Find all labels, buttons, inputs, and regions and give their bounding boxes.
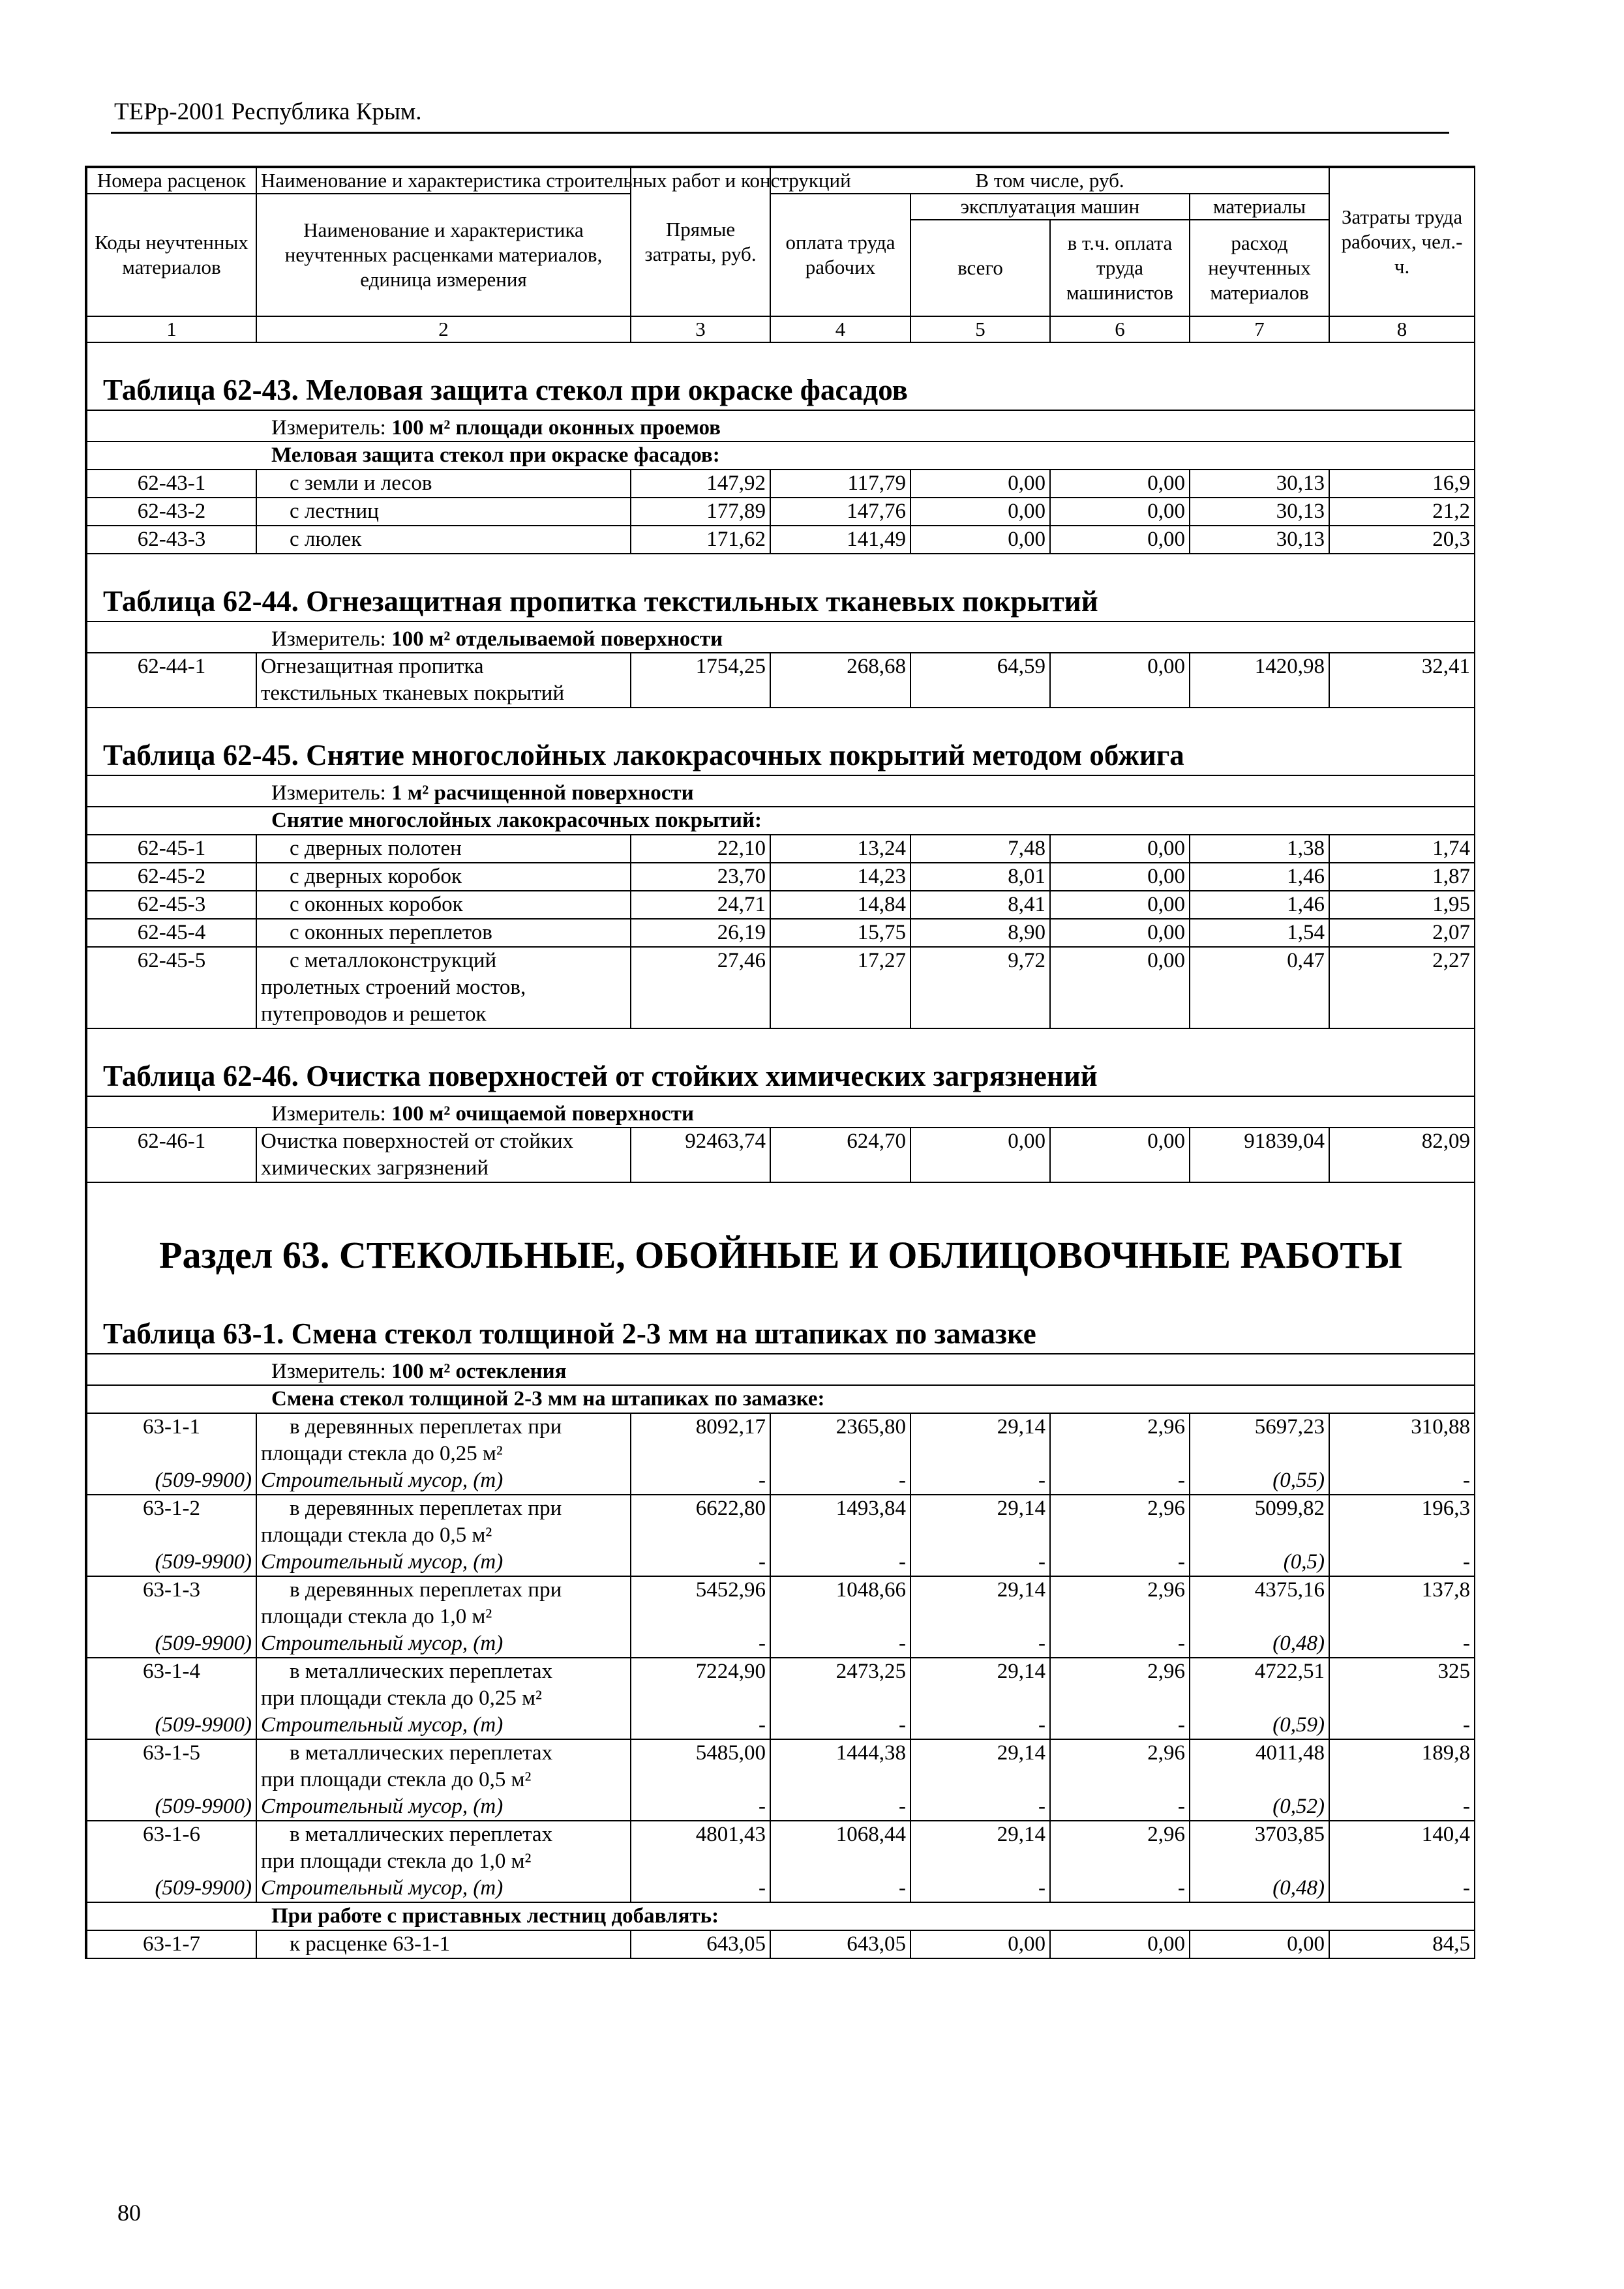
material-value-cell: - [1050, 1793, 1190, 1821]
value-cell: 2,96 [1050, 1413, 1190, 1467]
value-cell: 2,96 [1050, 1739, 1190, 1793]
material-code: (509-9900) [87, 1793, 256, 1821]
rate-code: 62-44-1 [87, 653, 256, 708]
group-heading: Смена стекол толщиной 2-3 мм на штапиках по замазке: [87, 1385, 1475, 1413]
rate-code: 62-43-2 [87, 498, 256, 526]
col-num: 4 [770, 316, 910, 342]
rate-code: 62-45-2 [87, 863, 256, 891]
value-cell: 2365,80 [770, 1413, 910, 1467]
value-cell: 0,00 [1050, 526, 1190, 554]
unit-value: 100 м² остекления [391, 1360, 567, 1383]
value-cell: 29,14 [910, 1821, 1050, 1875]
value-cell: 1444,38 [770, 1739, 910, 1793]
unit-label: Измеритель: [271, 1102, 386, 1126]
value-cell: 0,00 [910, 498, 1050, 526]
rate-code: 62-45-5 [87, 947, 256, 1028]
value-cell: 5452,96 [631, 1576, 770, 1630]
rate-name-line: площади стекла до 0,25 м² [261, 1442, 503, 1465]
rate-name [256, 1576, 631, 1630]
value-cell: 0,00 [910, 1128, 1050, 1182]
value-cell: 20,3 [1329, 526, 1475, 554]
value-cell: 147,76 [770, 498, 910, 526]
table-row [87, 1128, 1475, 1182]
value-cell: 0,00 [1050, 470, 1190, 498]
value-cell: 643,05 [631, 1930, 770, 1958]
col-machines-header: эксплуатация машин [910, 194, 1190, 220]
value-cell: 2473,25 [770, 1658, 910, 1712]
unit-label: Измеритель: [271, 781, 386, 805]
value-cell: 14,84 [770, 891, 910, 919]
value-cell: 5697,23 [1190, 1413, 1329, 1467]
table-row [87, 653, 1475, 708]
material-code: (509-9900) [87, 1549, 256, 1576]
table-row [87, 470, 1475, 498]
table-row [87, 919, 1475, 947]
rate-name [256, 1495, 631, 1549]
value-cell: 8,41 [910, 891, 1050, 919]
header-rule [111, 132, 1449, 134]
material-value-cell: - [1329, 1549, 1475, 1576]
rate-code: 62-45-1 [87, 835, 256, 863]
rate-name [256, 1128, 631, 1182]
rate-name-line: пролетных строений мостов, [261, 976, 526, 999]
material-value-cell: - [1050, 1467, 1190, 1495]
material-value-cell: - [910, 1467, 1050, 1495]
col-machines-total-header: всего [910, 220, 1050, 316]
rate-code: 62-43-1 [87, 470, 256, 498]
value-cell: 1420,98 [1190, 653, 1329, 708]
value-cell: 0,00 [1050, 891, 1190, 919]
rate-name-line: при площади стекла до 0,25 м² [261, 1686, 542, 1710]
col-num: 7 [1190, 316, 1329, 342]
material-name: Строительный мусор, (т) [256, 1875, 631, 1902]
value-cell: 0,00 [1050, 1930, 1190, 1958]
rate-code: 63-1-4 [87, 1658, 256, 1712]
col-machines-operator-header: в т.ч. оплата труда машинистов [1050, 220, 1190, 316]
rate-name [256, 1821, 631, 1875]
value-cell: 17,27 [770, 947, 910, 1028]
rate-name-line: с металлоконструкций [290, 949, 497, 972]
value-cell: 8,90 [910, 919, 1050, 947]
value-cell: 4011,48 [1190, 1739, 1329, 1793]
col-in-total-header: В том числе, руб. [770, 168, 1329, 194]
value-cell: 4801,43 [631, 1821, 770, 1875]
material-value-cell: - [1050, 1630, 1190, 1658]
material-row [87, 1549, 1475, 1576]
col-num: 8 [1329, 316, 1475, 342]
table-unit [87, 1096, 1475, 1128]
value-cell: 4375,16 [1190, 1576, 1329, 1630]
material-value-cell: - [631, 1875, 770, 1902]
value-cell: 29,14 [910, 1576, 1050, 1630]
rate-name [256, 1413, 631, 1467]
value-cell: 84,5 [1329, 1930, 1475, 1958]
material-row [87, 1712, 1475, 1739]
table-row [87, 835, 1475, 863]
material-value-cell: - [770, 1630, 910, 1658]
group-heading: Меловая защита стекол при окраске фасадов: [87, 441, 1475, 470]
rate-name-line: в металлических переплетах [290, 1823, 553, 1846]
value-cell: 14,23 [770, 863, 910, 891]
value-cell: 141,49 [770, 526, 910, 554]
material-row [87, 1793, 1475, 1821]
material-name: Строительный мусор, (т) [256, 1712, 631, 1739]
value-cell: 2,96 [1050, 1658, 1190, 1712]
value-cell: 171,62 [631, 526, 770, 554]
rate-name-line: в металлических переплетах [290, 1660, 553, 1683]
table-row [87, 1576, 1475, 1630]
rate-code: 63-1-2 [87, 1495, 256, 1549]
material-name: Строительный мусор, (т) [256, 1793, 631, 1821]
value-cell: 2,96 [1050, 1576, 1190, 1630]
rates-document [85, 166, 1475, 1959]
value-cell: 2,07 [1329, 919, 1475, 947]
value-cell: 3703,85 [1190, 1821, 1329, 1875]
material-value-cell: - [1329, 1630, 1475, 1658]
value-cell: 137,8 [1329, 1576, 1475, 1630]
value-cell: 5485,00 [631, 1739, 770, 1793]
col-num: 3 [631, 316, 770, 342]
material-name: Строительный мусор, (т) [256, 1549, 631, 1576]
unit-label: Измеритель: [271, 1360, 386, 1383]
material-value-cell: - [631, 1467, 770, 1495]
value-cell: 30,13 [1190, 526, 1329, 554]
rate-code: 63-1-1 [87, 1413, 256, 1467]
value-cell: 177,89 [631, 498, 770, 526]
value-cell: 1,38 [1190, 835, 1329, 863]
col-num: 1 [87, 316, 256, 342]
rate-name-line: в деревянных переплетах при [290, 1497, 562, 1520]
unit-value: 100 м² очищаемой поверхности [391, 1102, 694, 1126]
value-cell: 6622,80 [631, 1495, 770, 1549]
rate-name: к расценке 63-1-1 [256, 1930, 631, 1958]
value-cell: 0,00 [1190, 1930, 1329, 1958]
value-cell: 26,19 [631, 919, 770, 947]
value-cell: 0,00 [910, 526, 1050, 554]
col-labor-header: оплата труда рабочих [770, 194, 910, 316]
material-value-cell: - [631, 1712, 770, 1739]
value-cell: 24,71 [631, 891, 770, 919]
rate-code: 62-45-4 [87, 919, 256, 947]
rate-name-line: площади стекла до 0,5 м² [261, 1523, 492, 1547]
value-cell: 196,3 [1329, 1495, 1475, 1549]
value-cell: 643,05 [770, 1930, 910, 1958]
value-cell: 29,14 [910, 1413, 1050, 1467]
value-cell: 4722,51 [1190, 1658, 1329, 1712]
col-num: 5 [910, 316, 1050, 342]
rate-name [256, 947, 631, 1028]
material-code: (509-9900) [87, 1630, 256, 1658]
value-cell: 189,8 [1329, 1739, 1475, 1793]
rate-code: 62-45-3 [87, 891, 256, 919]
table-row [87, 1821, 1475, 1875]
material-value-cell: - [910, 1793, 1050, 1821]
rate-code: 63-1-5 [87, 1739, 256, 1793]
unit-value: 100 м² отделываемой поверхности [391, 627, 723, 651]
material-value-cell: - [770, 1875, 910, 1902]
material-value-cell: (0,48) [1190, 1875, 1329, 1902]
rate-name: с люлек [256, 526, 631, 554]
col-codes-header: Номера расценок [87, 168, 256, 194]
col-name-unacc-header: Наименование и характеристика неучтенных расценками материалов, единица измерения [256, 194, 631, 316]
rate-name-line: текстильных тканевых покрытий [261, 681, 565, 705]
value-cell: 21,2 [1329, 498, 1475, 526]
col-materials-header: материалы [1190, 194, 1329, 220]
table-row [87, 1413, 1475, 1467]
value-cell: 9,72 [910, 947, 1050, 1028]
value-cell: 147,92 [631, 470, 770, 498]
table-title: Таблица 62-44. Огнезащитная пропитка текстильных тканевых покрытий [87, 554, 1475, 621]
value-cell: 0,00 [910, 470, 1050, 498]
table-row [87, 1658, 1475, 1712]
material-value-cell: - [1329, 1875, 1475, 1902]
value-cell: 92463,74 [631, 1128, 770, 1182]
rate-name: с оконных переплетов [256, 919, 631, 947]
rate-name [256, 653, 631, 708]
material-value-cell: - [1050, 1875, 1190, 1902]
col-num: 6 [1050, 316, 1190, 342]
material-value-cell: - [910, 1875, 1050, 1902]
material-value-cell: - [910, 1630, 1050, 1658]
material-value-cell: - [910, 1712, 1050, 1739]
material-value-cell: - [1329, 1467, 1475, 1495]
value-cell: 2,27 [1329, 947, 1475, 1028]
rate-name: с оконных коробок [256, 891, 631, 919]
value-cell: 0,00 [910, 1930, 1050, 1958]
value-cell: 0,00 [1050, 1128, 1190, 1182]
value-cell: 0,47 [1190, 947, 1329, 1028]
table-row [87, 863, 1475, 891]
value-cell: 1,46 [1190, 863, 1329, 891]
value-cell: 0,00 [1050, 919, 1190, 947]
value-cell: 117,79 [770, 470, 910, 498]
value-cell: 27,46 [631, 947, 770, 1028]
col-num: 2 [256, 316, 631, 342]
value-cell: 16,9 [1329, 470, 1475, 498]
value-cell: 1048,66 [770, 1576, 910, 1630]
table-unit [87, 1354, 1475, 1385]
value-cell: 82,09 [1329, 1128, 1475, 1182]
value-cell: 2,96 [1050, 1495, 1190, 1549]
value-cell: 30,13 [1190, 470, 1329, 498]
rate-name-line: при площади стекла до 0,5 м² [261, 1768, 532, 1791]
value-cell: 1068,44 [770, 1821, 910, 1875]
material-value-cell: (0,48) [1190, 1630, 1329, 1658]
value-cell: 29,14 [910, 1495, 1050, 1549]
value-cell: 0,00 [1050, 835, 1190, 863]
unit-value: 1 м² расчищенной поверхности [391, 781, 694, 805]
table-row [87, 1930, 1475, 1958]
value-cell: 2,96 [1050, 1821, 1190, 1875]
rate-name: с земли и лесов [256, 470, 631, 498]
value-cell: 15,75 [770, 919, 910, 947]
value-cell: 310,88 [1329, 1413, 1475, 1467]
unit-value: 100 м² площади оконных проемов [391, 416, 721, 440]
value-cell: 0,00 [1050, 653, 1190, 708]
material-value-cell: - [770, 1467, 910, 1495]
rate-name: с дверных полотен [256, 835, 631, 863]
value-cell: 22,10 [631, 835, 770, 863]
value-cell: 1754,25 [631, 653, 770, 708]
value-cell: 1,74 [1329, 835, 1475, 863]
material-code: (509-9900) [87, 1875, 256, 1902]
group-heading: Снятие многослойных лакокрасочных покрытий: [87, 807, 1475, 835]
material-value-cell: (0,52) [1190, 1793, 1329, 1821]
material-value-cell: (0,59) [1190, 1712, 1329, 1739]
rate-code: 62-43-3 [87, 526, 256, 554]
col-name-header: Наименование и характеристика строительных работ и конструкций [256, 168, 631, 194]
value-cell: 624,70 [770, 1128, 910, 1182]
material-value-cell: - [1329, 1793, 1475, 1821]
value-cell: 1,54 [1190, 919, 1329, 947]
material-code: (509-9900) [87, 1712, 256, 1739]
table-row [87, 891, 1475, 919]
col-labor-hours-header: Затраты труда рабочих, чел.-ч. [1329, 168, 1475, 316]
value-cell: 0,00 [1050, 863, 1190, 891]
value-cell: 29,14 [910, 1658, 1050, 1712]
rate-code: 62-46-1 [87, 1128, 256, 1182]
table-unit [87, 775, 1475, 807]
material-value-cell: (0,5) [1190, 1549, 1329, 1576]
page-number: 80 [117, 2200, 141, 2226]
value-cell: 1493,84 [770, 1495, 910, 1549]
material-row [87, 1875, 1475, 1902]
rate-code: 63-1-7 [87, 1930, 256, 1958]
value-cell: 0,00 [1050, 947, 1190, 1028]
rate-name: с дверных коробок [256, 863, 631, 891]
rate-name-line: в металлических переплетах [290, 1741, 553, 1765]
material-value-cell: - [631, 1630, 770, 1658]
value-cell: 0,00 [1050, 498, 1190, 526]
table-row [87, 1495, 1475, 1549]
material-value-cell: - [1050, 1549, 1190, 1576]
column-numbers-row [87, 316, 1475, 342]
material-code: (509-9900) [87, 1467, 256, 1495]
value-cell: 91839,04 [1190, 1128, 1329, 1182]
table-unit [87, 410, 1475, 441]
value-cell: 8,01 [910, 863, 1050, 891]
table-row [87, 947, 1475, 1028]
material-value-cell: - [631, 1549, 770, 1576]
rates-table [86, 167, 1475, 1959]
table-title: Таблица 62-46. Очистка поверхностей от стойких химических загрязнений [87, 1028, 1475, 1096]
value-cell: 1,46 [1190, 891, 1329, 919]
material-value-cell: - [1050, 1712, 1190, 1739]
value-cell: 29,14 [910, 1739, 1050, 1793]
rate-name-line: в деревянных переплетах при [290, 1415, 562, 1439]
value-cell: 32,41 [1329, 653, 1475, 708]
rate-name [256, 1658, 631, 1712]
value-cell: 13,24 [770, 835, 910, 863]
rate-name-line: химических загрязнений [261, 1156, 489, 1180]
value-cell: 30,13 [1190, 498, 1329, 526]
table-unit [87, 621, 1475, 653]
col-codes-unacc-header: Коды неучтенных материалов [87, 194, 256, 316]
page-header: ТЕРр-2001 Республика Крым. [114, 98, 422, 125]
rate-name-line: площади стекла до 1,0 м² [261, 1605, 492, 1628]
value-cell: 325 [1329, 1658, 1475, 1712]
material-value-cell: - [770, 1712, 910, 1739]
value-cell: 1,87 [1329, 863, 1475, 891]
value-cell: 1,95 [1329, 891, 1475, 919]
unit-label: Измеритель: [271, 627, 386, 651]
material-name: Строительный мусор, (т) [256, 1467, 631, 1495]
section-title: Раздел 63. СТЕКОЛЬНЫЕ, ОБОЙНЫЕ И ОБЛИЦОВОЧНЫЕ РАБОТЫ [87, 1182, 1475, 1308]
material-name: Строительный мусор, (т) [256, 1630, 631, 1658]
material-value-cell: - [910, 1549, 1050, 1576]
rate-name: с лестниц [256, 498, 631, 526]
material-value-cell: - [770, 1549, 910, 1576]
table-title: Таблица 62-45. Снятие многослойных лакокрасочных покрытий методом обжига [87, 708, 1475, 775]
rate-name-line: Огнезащитная пропитка [261, 655, 484, 678]
value-cell: 7,48 [910, 835, 1050, 863]
col-direct-costs-header: Прямые затраты, руб. [631, 168, 770, 316]
value-cell: 8092,17 [631, 1413, 770, 1467]
rate-code: 63-1-6 [87, 1821, 256, 1875]
group-heading: При работе с приставных лестниц добавлять: [87, 1902, 1475, 1930]
value-cell: 268,68 [770, 653, 910, 708]
table-row [87, 498, 1475, 526]
rate-name-line: при площади стекла до 1,0 м² [261, 1849, 532, 1873]
value-cell: 64,59 [910, 653, 1050, 708]
rate-name-line: в деревянных переплетах при [290, 1578, 562, 1602]
value-cell: 5099,82 [1190, 1495, 1329, 1549]
col-unacc-materials-header: расход неучтенных материалов [1190, 220, 1329, 316]
material-value-cell: - [770, 1793, 910, 1821]
table-row [87, 1739, 1475, 1793]
material-value-cell: - [631, 1793, 770, 1821]
rate-name [256, 1739, 631, 1793]
value-cell: 7224,90 [631, 1658, 770, 1712]
material-value-cell: - [1329, 1712, 1475, 1739]
material-row [87, 1630, 1475, 1658]
table-title: Таблица 63-1. Смена стекол толщиной 2-3 мм на штапиках по замазке [87, 1308, 1475, 1354]
value-cell: 23,70 [631, 863, 770, 891]
rate-name-line: путепроводов и решеток [261, 1002, 487, 1026]
value-cell: 140,4 [1329, 1821, 1475, 1875]
material-row [87, 1467, 1475, 1495]
material-value-cell: (0,55) [1190, 1467, 1329, 1495]
rate-name-line: Очистка поверхностей от стойких [261, 1130, 574, 1153]
table-title: Таблица 62-43. Меловая защита стекол при окраске фасадов [87, 342, 1475, 410]
unit-label: Измеритель: [271, 416, 386, 440]
rate-code: 63-1-3 [87, 1576, 256, 1630]
table-row [87, 526, 1475, 554]
